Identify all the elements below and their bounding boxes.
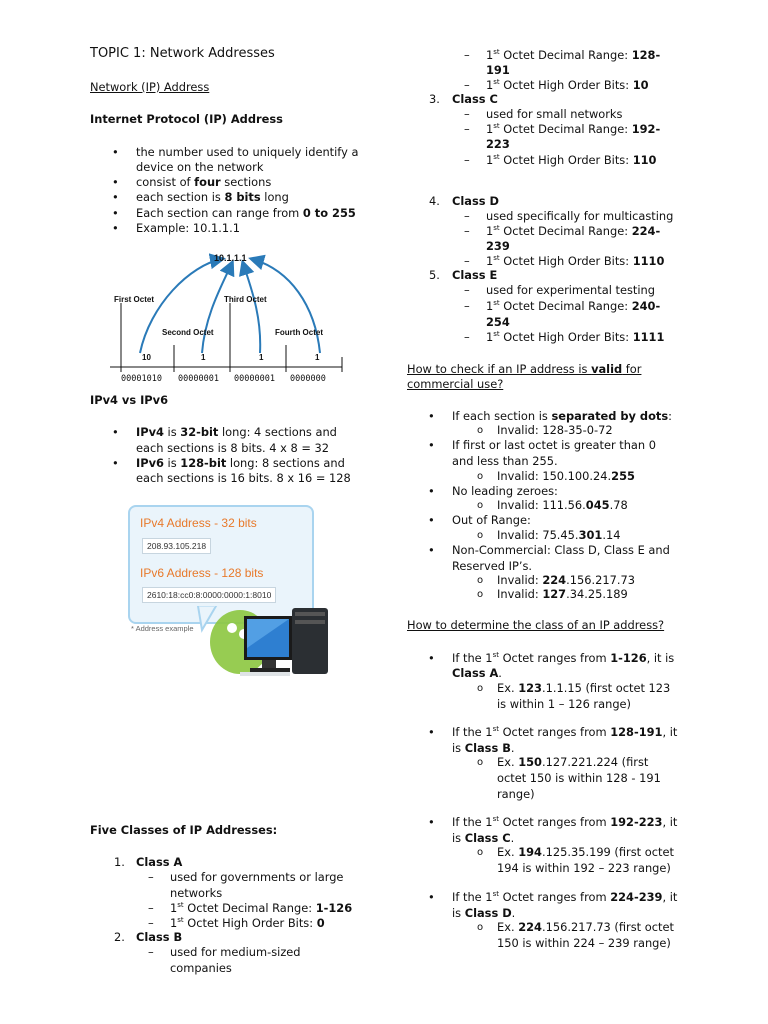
class-d-name: Class D: [452, 194, 499, 208]
class-a-name: Class A: [136, 855, 183, 869]
class-c-name: Class C: [452, 92, 498, 106]
sub-list-item: o Invalid: 224.156.217.73: [497, 573, 635, 588]
list-item: • Out of Range:: [452, 513, 531, 528]
class-b-name: Class B: [136, 930, 183, 944]
diagram-binary: 00000001: [178, 374, 219, 384]
diagram-binary: 00000001: [234, 374, 275, 384]
section-heading-five-classes: Five Classes of IP Addresses:: [90, 823, 278, 837]
illustration-note: * Address example: [131, 624, 194, 633]
diagram-value: 1: [315, 353, 320, 362]
list-item: – used for small networks: [486, 107, 622, 122]
list-item-continuation: 223: [486, 137, 510, 151]
sub-list-item-continuation: is within 1 – 126 range): [497, 697, 632, 711]
sub-list-item-continuation: range): [497, 787, 535, 801]
ipv4-label: IPv4 Address - 32 bits: [140, 516, 257, 530]
diagram-ip: 10.1.1.1: [214, 253, 247, 263]
list-item-continuation: networks: [170, 886, 223, 900]
list-item-continuation: 254: [486, 315, 510, 329]
list-number: 2.: [114, 930, 125, 944]
diagram-binary: 00001010: [121, 374, 162, 384]
diagram-binary: 0000000: [290, 374, 326, 384]
list-item-continuation: each sections is 8 bits. 4 x 8 = 32: [136, 441, 330, 455]
sub-list-item: o Ex. 123.1.1.15 (first octet 123: [497, 681, 670, 696]
list-number: 3.: [429, 92, 440, 106]
section-heading-ip-address: Internet Protocol (IP) Address: [90, 112, 283, 126]
list-item: – used specifically for multicasting: [486, 209, 673, 224]
list-item: – 1st Octet Decimal Range: 224-: [486, 224, 660, 239]
sub-list-item-continuation: 194 is within 192 – 223 range): [497, 861, 671, 875]
list-number: 1.: [114, 855, 125, 869]
list-item-continuation: 191: [486, 63, 510, 77]
list-item: • If the 1st Octet ranges from 192-223, it: [452, 815, 677, 830]
list-item: • If the 1st Octet ranges from 1-126, it is: [452, 651, 674, 666]
list-item: – used for medium-sized: [170, 945, 301, 960]
list-item-continuation: is Class C.: [452, 831, 515, 845]
sub-list-item: o Invalid: 111.56.045.78: [497, 498, 628, 513]
list-item: • If the 1st Octet ranges from 128-191, it: [452, 725, 677, 740]
class-e-name: Class E: [452, 268, 498, 282]
diagram-value: 1: [201, 353, 206, 362]
list-item: – 1st Octet High Order Bits: 10: [486, 78, 649, 93]
list-item: • No leading zeroes:: [452, 484, 558, 499]
list-item: • If first or last octet is greater than 0: [452, 438, 656, 453]
diagram-label: Second Octet: [162, 328, 214, 337]
list-item-continuation: 239: [486, 239, 510, 253]
list-item: – used for experimental testing: [486, 283, 655, 298]
list-item-continuation: Reserved IP’s.: [452, 559, 533, 573]
sub-list-item: o Invalid: 75.45.301.14: [497, 528, 620, 543]
sub-list-item: o Ex. 224.156.217.73 (first octet: [497, 920, 674, 935]
ipv6-value: 2610:18:cc0:8:0000:0000:1:8010: [142, 587, 276, 603]
list-item: • IPv4 is 32-bit long: 4 sections and: [136, 425, 337, 440]
list-item-continuation: companies: [170, 961, 232, 975]
list-item: – 1st Octet Decimal Range: 192-: [486, 122, 660, 137]
list-item: • If the 1st Octet ranges from 224-239, it: [452, 890, 677, 905]
list-number: 4.: [429, 194, 440, 208]
sub-list-item: o Ex. 194.125.35.199 (first octet: [497, 845, 674, 860]
computer-icon: [206, 598, 336, 680]
list-item: – 1st Octet Decimal Range: 240-: [486, 299, 660, 314]
list-number: 5.: [429, 268, 440, 282]
diagram-value: 1: [259, 353, 264, 362]
list-item: – 1st Octet High Order Bits: 0: [170, 916, 325, 931]
list-item: – 1st Octet High Order Bits: 110: [486, 153, 656, 168]
section-heading-valid: How to check if an IP address is valid for: [407, 362, 642, 376]
list-item: – used for governments or large: [170, 870, 343, 885]
sub-list-item: o Invalid: 127.34.25.189: [497, 587, 628, 602]
list-item-continuation: is Class B.: [452, 741, 515, 755]
list-item-continuation: each sections is 16 bits. 8 x 16 = 128: [136, 471, 351, 485]
ipv4-value: 208.93.105.218: [142, 538, 211, 554]
list-item: – 1st Octet High Order Bits: 1110: [486, 254, 664, 269]
list-item: • If each section is separated by dots:: [452, 409, 672, 424]
section-heading-network-address: Network (IP) Address: [90, 80, 210, 94]
section-heading-determine: How to determine the class of an IP address?: [407, 618, 665, 632]
list-item: • Non-Commercial: Class D, Class E and: [452, 543, 670, 558]
list-item-continuation: is Class D.: [452, 906, 516, 920]
section-heading-ipv4-ipv6: IPv4 vs IPv6: [90, 393, 169, 407]
page-title: TOPIC 1: Network Addresses: [90, 46, 275, 61]
list-item: – 1st Octet High Order Bits: 1111: [486, 330, 664, 345]
sub-list-item: o Invalid: 150.100.24.255: [497, 469, 635, 484]
list-item: • Each section can range from 0 to 255: [136, 206, 356, 221]
list-item: • the number used to uniquely identify a: [136, 145, 358, 160]
sub-list-item: o Ex. 150.127.221.224 (first: [497, 755, 648, 770]
list-item-continuation: Class A.: [452, 666, 502, 680]
list-item-continuation: device on the network: [136, 160, 264, 174]
list-item: • Example: 10.1.1.1: [136, 221, 240, 236]
diagram-label: Third Octet: [224, 295, 267, 304]
sub-list-item: o Invalid: 128-35-0-72: [497, 423, 613, 438]
list-item: • consist of four sections: [136, 175, 271, 190]
list-item: • each section is 8 bits long: [136, 190, 289, 205]
sub-list-item-continuation: octet 150 is within 128 - 191: [497, 771, 661, 785]
list-item: – 1st Octet Decimal Range: 128-: [486, 48, 660, 63]
diagram-value: 10: [142, 353, 151, 362]
sub-list-item-continuation: 150 is within 224 – 239 range): [497, 936, 671, 950]
list-item: – 1st Octet Decimal Range: 1-126: [170, 901, 352, 916]
ipv6-label: IPv6 Address - 128 bits: [140, 566, 264, 580]
list-item: • IPv6 is 128-bit long: 8 sections and: [136, 456, 345, 471]
list-item-continuation: and less than 255.: [452, 454, 558, 468]
diagram-label: Fourth Octet: [275, 328, 323, 337]
diagram-label: First Octet: [114, 295, 155, 304]
section-heading-valid-continuation: commercial use?: [407, 377, 504, 391]
